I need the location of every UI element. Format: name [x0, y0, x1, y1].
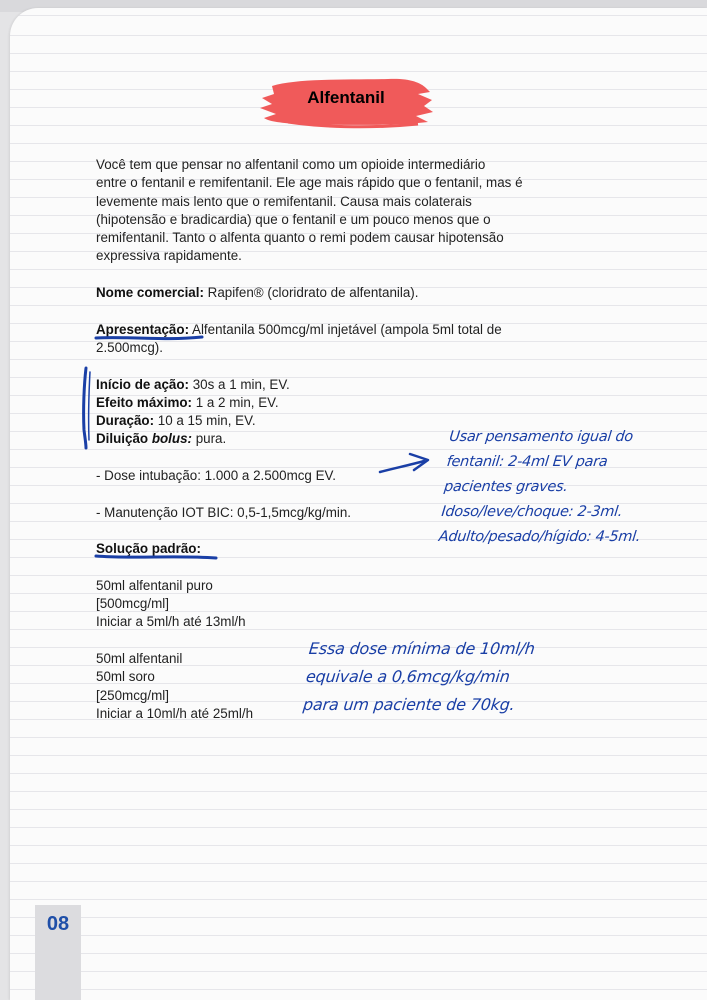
peak-effect [96, 394, 626, 412]
note-line: Usar pensamento igual do [448, 429, 634, 445]
intro-line: (hipotensão e bradicardia) que o fentanil e um pouco menos que o [96, 211, 491, 227]
page-title: Alfentanil [307, 88, 385, 107]
handwritten-note-infusion [302, 635, 537, 719]
note-line: Idoso/leve/choque: 2-3ml. [440, 504, 624, 520]
solution1-line: Iniciar a 5ml/h até 13ml/h [96, 614, 246, 630]
onset [96, 376, 626, 394]
page-number: 08 [46, 913, 70, 935]
note-line: equivale a 0,6mcg/kg/min [305, 667, 511, 686]
note-line: fentanil: 2-4ml EV para [445, 454, 609, 470]
dilution-label: Diluição [96, 431, 152, 447]
solution2-line: [250mcg/ml] [96, 687, 169, 703]
presentation [96, 321, 626, 339]
commercial-name [96, 284, 626, 302]
commercial-value: Rapifen® (cloridrato de alfentanila). [203, 285, 419, 301]
presentation-line2: 2.500mcg). [96, 339, 163, 355]
solution1-line: 50ml alfentanil puro [96, 577, 213, 593]
intro-line: Você tem que pensar no alfentanil como um opioide intermediário [96, 157, 486, 172]
presentation-label-text: Apresentação: [96, 321, 190, 337]
ink-underline [94, 552, 220, 562]
maintenance: - Manutenção IOT BIC: 0,5-1,5mcg/kg/min. [96, 504, 352, 520]
presentation-label [96, 322, 189, 337]
intro-line: levemente mais lento que o remifentanil. Causa mais colaterais [96, 193, 472, 209]
peak-value: 1 a 2 min, EV. [191, 394, 279, 410]
note-line: Essa dose mínima de 10ml/h [307, 639, 536, 658]
dilution-value: pura. [191, 431, 227, 447]
standard-solution-label [96, 541, 201, 556]
solution1-line: [500mcg/ml] [96, 596, 169, 612]
presentation-value: Alfentanila 500mcg/ml injetável (ampola 5ml total de [189, 321, 502, 337]
standard-solution-label-text: Solução padrão: [96, 541, 201, 557]
dose-intubation: - Dose intubação: 1.000 a 2.500mcg EV. [96, 468, 336, 484]
note-line: Adulto/pesado/hígido: 4-5ml. [437, 529, 642, 545]
intro-line: entre o fentanil e remifentanil. Ele age mais rápido que o fentanil, mas é [96, 175, 523, 191]
solution2-line: 50ml soro [96, 669, 155, 685]
onset-value: 30s a 1 min, EV. [189, 376, 290, 392]
note-line: para um paciente de 70kg. [302, 695, 516, 714]
onset-label: Início de ação: [96, 376, 190, 392]
dilution-bolus: bolus: [151, 431, 192, 447]
ink-underline [94, 333, 206, 343]
title-highlight [258, 70, 434, 132]
duration-label: Duração: [96, 413, 155, 429]
intro-line: expressiva rapidamente. [96, 248, 242, 264]
commercial-label: Nome comercial: [96, 285, 204, 301]
duration-value: 10 a 15 min, EV. [154, 413, 256, 429]
peak-label: Efeito máximo: [96, 394, 192, 410]
solution2-line: Iniciar a 10ml/h até 25ml/h [96, 705, 254, 721]
intro-line: remifentanil. Tanto o alfenta quanto o remi podem causar hipotensão [96, 230, 504, 246]
solution2-line: 50ml alfentanil [96, 651, 183, 667]
handwritten-note-dose [437, 425, 652, 550]
page-number-tab [35, 905, 81, 1000]
note-line: pacientes graves. [443, 479, 569, 495]
